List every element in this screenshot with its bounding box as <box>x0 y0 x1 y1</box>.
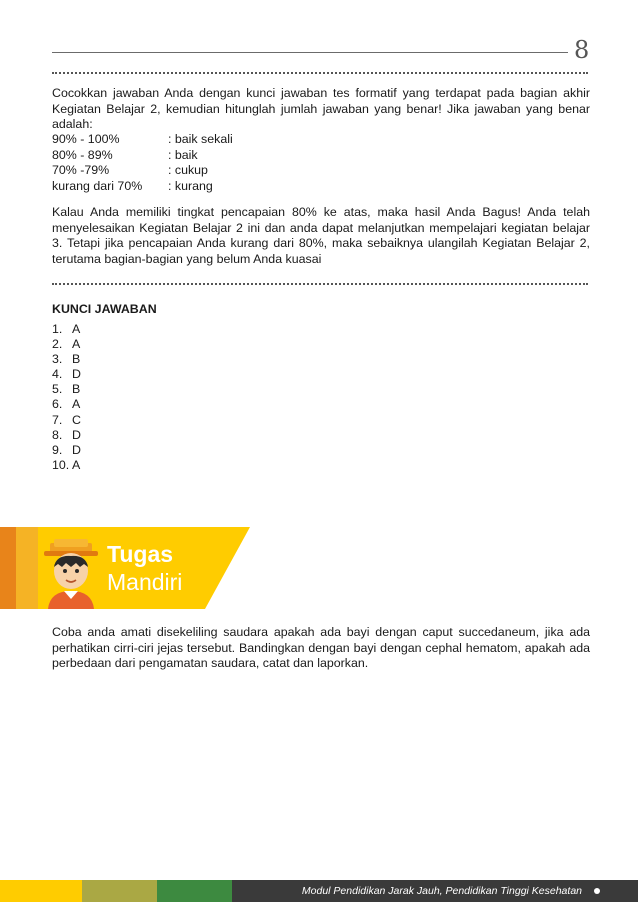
answer-item <box>52 382 81 397</box>
score-range: 70% -79% <box>52 163 110 178</box>
score-table <box>52 132 233 194</box>
answer-value: B <box>72 352 81 367</box>
header-rule <box>52 52 568 53</box>
answer-item <box>52 458 81 473</box>
banner-stripe-orange <box>0 527 16 609</box>
footer-band-yellow <box>0 880 82 902</box>
score-row <box>52 163 233 179</box>
answer-item <box>52 352 81 367</box>
answer-value: A <box>72 457 81 472</box>
answer-number: 7. <box>52 412 63 427</box>
banner-stripe-yellow <box>16 527 38 609</box>
answer-item <box>52 367 81 382</box>
answer-value: A <box>72 337 81 352</box>
score-range: 90% - 100% <box>52 132 120 146</box>
answer-number: 5. <box>52 382 63 397</box>
answer-value: B <box>72 382 81 397</box>
score-row <box>52 179 233 195</box>
task-subtitle: Mandiri <box>107 569 183 595</box>
answer-item <box>52 428 81 443</box>
footer-text: Modul Pendidikan Jarak Jauh, Pendidikan Tinggi Kesehatan <box>301 885 582 897</box>
score-range: 80% - 89% <box>52 147 113 162</box>
answer-item <box>52 443 81 458</box>
answer-value: D <box>72 367 81 382</box>
answer-item <box>52 397 81 412</box>
answer-item <box>52 413 81 428</box>
answer-item <box>52 337 81 352</box>
answer-key-title: KUNCI JAWABAN <box>52 302 157 316</box>
footer-band-green <box>157 880 232 902</box>
score-label: : baik sekali <box>168 132 233 146</box>
answer-value: D <box>72 442 81 457</box>
answer-value: D <box>72 427 81 442</box>
score-label: : kurang <box>168 178 213 193</box>
answer-number: 6. <box>52 397 63 412</box>
score-label: : cukup <box>168 163 208 178</box>
student-avatar-icon <box>40 537 102 609</box>
answer-value: A <box>72 397 81 412</box>
score-row <box>52 132 233 148</box>
footer-band-olive <box>82 880 157 902</box>
answer-key-list <box>52 322 81 473</box>
score-row <box>52 148 233 164</box>
answer-number: 9. <box>52 442 63 457</box>
dotted-divider-top <box>52 72 588 74</box>
answer-number: 8. <box>52 427 63 442</box>
answer-number: 1. <box>52 322 63 336</box>
answer-value: A <box>72 322 81 336</box>
answer-number: 4. <box>52 367 63 382</box>
score-range: kurang dari 70% <box>52 178 143 193</box>
evaluation-intro: Cocokkan jawaban Anda dengan kunci jawaban tes formatif yang terdapat pada bagian akhir Kegiatan Belajar 2, kemudian hitunglah jumlah jawaban yang benar! Jika jawaban yang benar adalah: <box>52 86 590 132</box>
answer-number: 3. <box>52 352 63 367</box>
answer-number: 10. <box>52 457 70 472</box>
answer-number: 2. <box>52 337 63 352</box>
answer-value: C <box>72 412 81 427</box>
evaluation-advice: Kalau Anda memiliki tingkat pencapaian 80% ke atas, maka hasil Anda Bagus! Anda telah menyelesaikan Kegiatan Belajar 2 ini dan anda dapat melanjutkan mempelajari kegiatan belajar 3. Tetapi jika pencapaian Anda kurang dari 80%, maka sebaiknya ulangilah Kegiatan Belajar 2, terutama bagian-bagian yang belum Anda kuasai <box>52 205 590 266</box>
answer-item <box>52 322 81 337</box>
dotted-divider-middle <box>52 283 588 285</box>
footer-dot-icon <box>594 888 600 894</box>
task-text: Coba anda amati disekeliling saudara apakah ada bayi dengan caput succedaneum, jika ada perhatikan cirri-ciri jejas tersebut. Bandingkan dengan bayi dengan cephal hematom, apakah ada perbedaan dari pengamatan saudara, catat dan laporkan. <box>52 625 590 671</box>
page-number: 8 <box>574 36 590 64</box>
task-title: Tugas <box>107 541 174 567</box>
score-label: : baik <box>168 147 198 162</box>
